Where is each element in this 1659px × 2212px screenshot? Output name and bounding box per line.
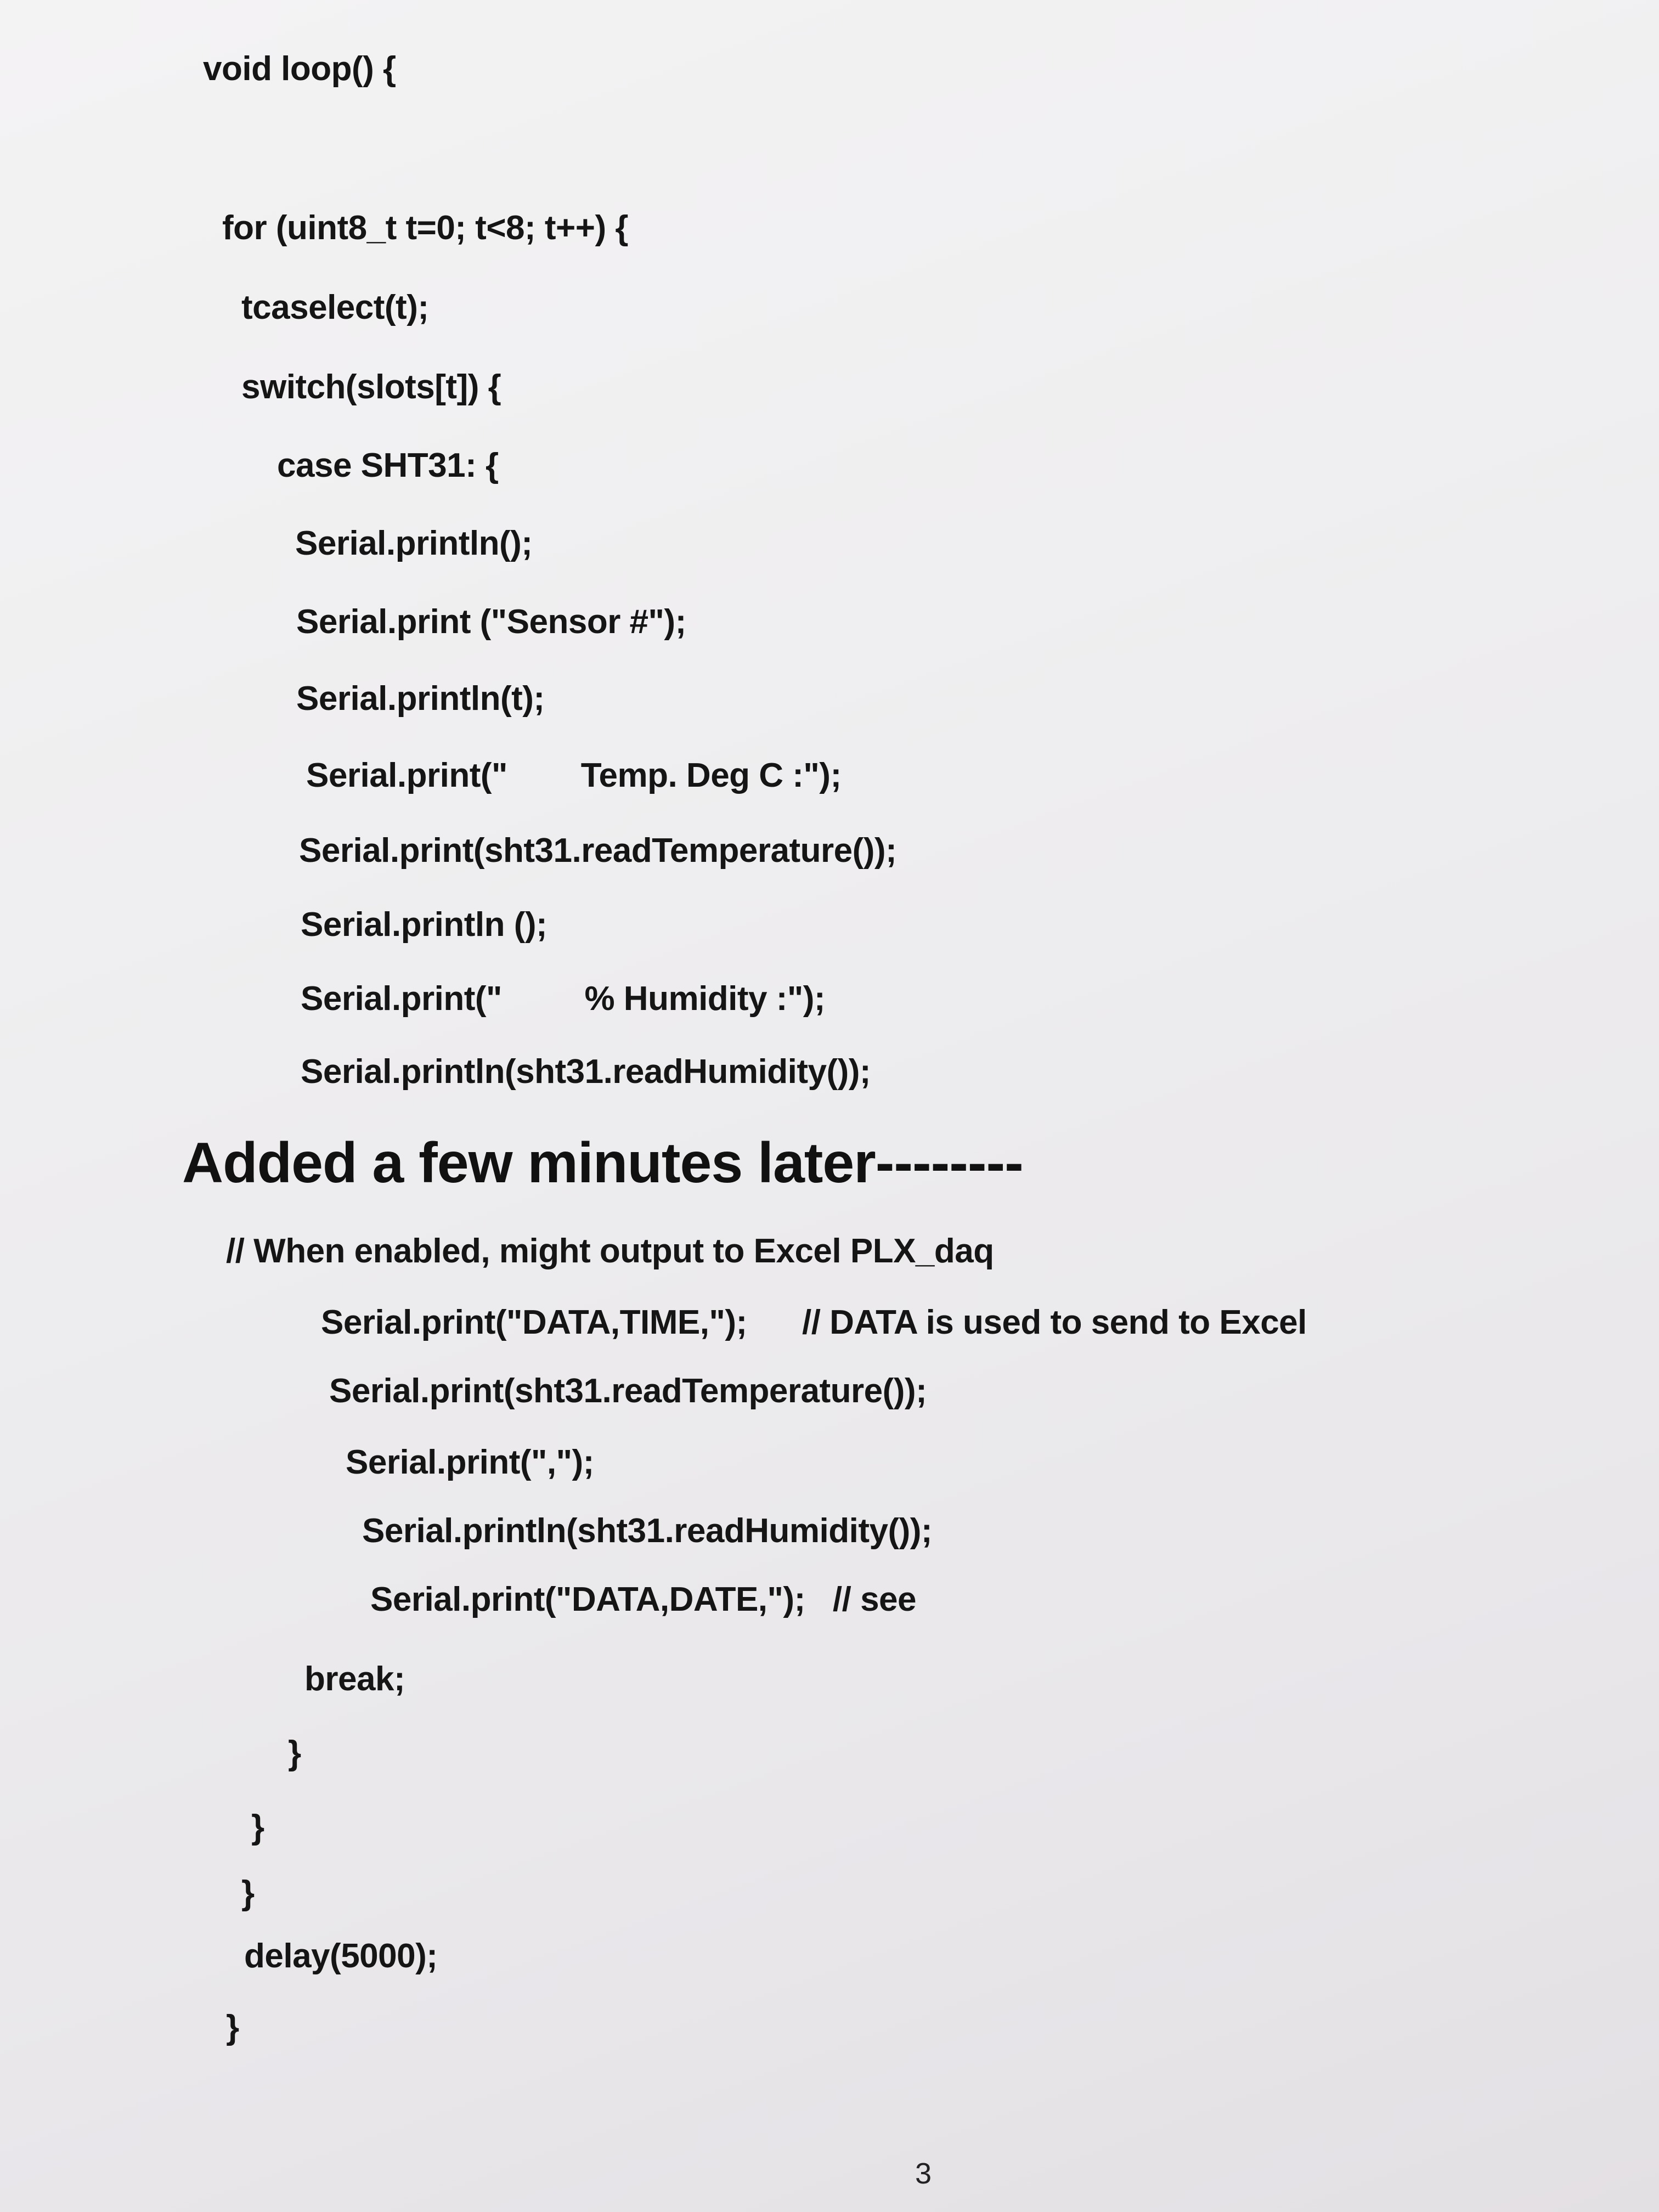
code-line-print-temp-label: Serial.print(" Temp. Deg C :");	[306, 757, 842, 794]
code-line-delay: delay(5000);	[244, 1937, 438, 1975]
code-line-close-switch: }	[251, 1808, 264, 1846]
code-line-print-temperature-2: Serial.print(sht31.readTemperature());	[329, 1372, 927, 1410]
code-line-case: case SHT31: {	[277, 447, 499, 484]
code-line-print-temperature: Serial.print(sht31.readTemperature());	[299, 832, 897, 870]
code-line-close-loop: }	[226, 2008, 239, 2046]
code-line-for: for (uint8_t t=0; t<8; t++) {	[222, 209, 628, 247]
code-line-print-humidity-label: Serial.print(" % Humidity :");	[301, 980, 826, 1018]
code-line-print-sensor: Serial.print ("Sensor #");	[296, 603, 686, 641]
code-line-print-comma: Serial.print(",");	[346, 1443, 594, 1481]
code-line-print-data-date: Serial.print("DATA,DATE,"); // see	[370, 1581, 917, 1618]
added-later-heading: Added a few minutes later--------	[182, 1131, 1023, 1195]
code-line-close-for: }	[241, 1874, 255, 1912]
code-comment-plx-daq: // When enabled, might output to Excel PLX_daq	[226, 1232, 994, 1270]
code-line-print-data-time: Serial.print("DATA,TIME,"); // DATA is used to send to Excel	[321, 1304, 1307, 1341]
code-line-break: break;	[304, 1660, 405, 1698]
code-line-tcaselect: tcaselect(t);	[241, 289, 429, 326]
code-line-println-space: Serial.println ();	[301, 906, 548, 944]
code-line-switch: switch(slots[t]) {	[241, 368, 501, 406]
page-number: 3	[915, 2157, 932, 2190]
code-line-println-humidity-2: Serial.println(sht31.readHumidity());	[362, 1512, 933, 1550]
code-line-println-empty: Serial.println();	[295, 524, 533, 562]
code-line-close-case: }	[288, 1734, 301, 1772]
code-line-println-humidity: Serial.println(sht31.readHumidity());	[301, 1053, 871, 1091]
code-line-println-t: Serial.println(t);	[296, 680, 545, 718]
code-line-void-loop: void loop() {	[203, 50, 396, 88]
